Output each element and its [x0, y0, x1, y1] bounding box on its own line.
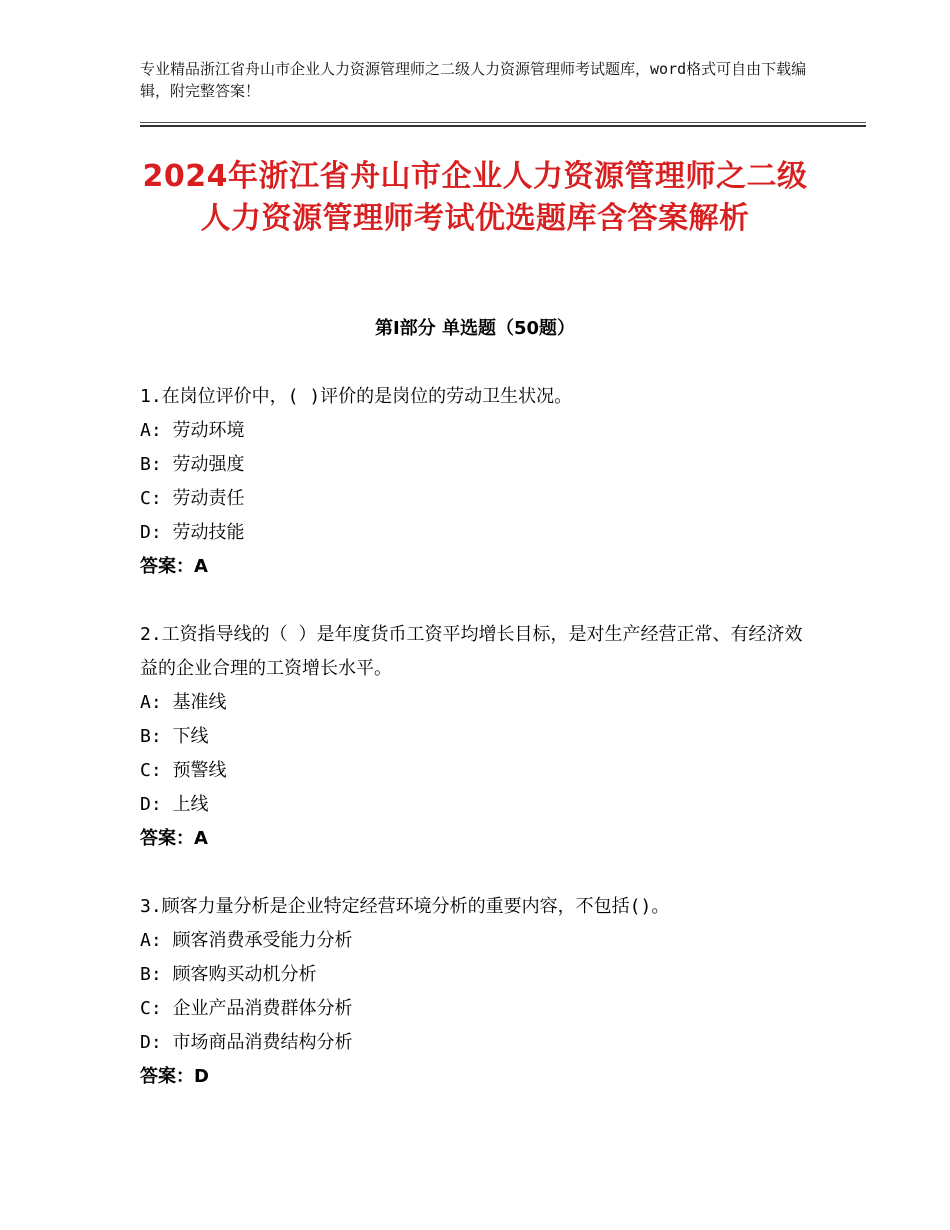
document-title: 2024年浙江省舟山市企业人力资源管理师之二级人力资源管理师考试优选题库含答案解析: [142, 159, 808, 236]
option-d: D: 上线: [140, 794, 209, 815]
question-stem: 1.在岗位评价中，( )评价的是岗位的劳动卫生状况。: [140, 386, 573, 407]
option-a: A: 基准线: [140, 692, 227, 713]
answer: 答案：D: [140, 1066, 209, 1087]
question-list: [140, 380, 820, 1094]
section-title: 第Ⅰ部分 单选题（50题）: [374, 318, 575, 339]
answer: 答案：A: [140, 556, 208, 577]
question-stem: 2.工资指导线的（ ）是年度货币工资平均增长目标，是对生产经营正常、有经济效益的企业合理的工资增长水平。: [140, 624, 803, 679]
question-1: [140, 380, 820, 584]
option-d: D: 劳动技能: [140, 522, 245, 543]
question-2: [140, 618, 820, 856]
header-note: 专业精品浙江省舟山市企业人力资源管理师之二级人力资源管理师考试题库，word格式可自由下载编辑，附完整答案！: [140, 60, 807, 100]
option-c: C: 预警线: [140, 760, 227, 781]
option-b: B: 顾客购买动机分析: [140, 964, 317, 985]
answer: 答案：A: [140, 828, 208, 849]
option-b: B: 劳动强度: [140, 454, 245, 475]
option-c: C: 劳动责任: [140, 488, 245, 509]
option-b: B: 下线: [140, 726, 209, 747]
header-divider-thin: [140, 122, 866, 123]
option-a: A: 劳动环境: [140, 420, 245, 441]
question-stem: 3.顾客力量分析是企业特定经营环境分析的重要内容，不包括()。: [140, 896, 670, 917]
header-divider-thick: [140, 125, 866, 127]
option-d: D: 市场商品消费结构分析: [140, 1032, 353, 1053]
option-c: C: 企业产品消费群体分析: [140, 998, 353, 1019]
question-3: [140, 890, 820, 1094]
option-a: A: 顾客消费承受能力分析: [140, 930, 353, 951]
